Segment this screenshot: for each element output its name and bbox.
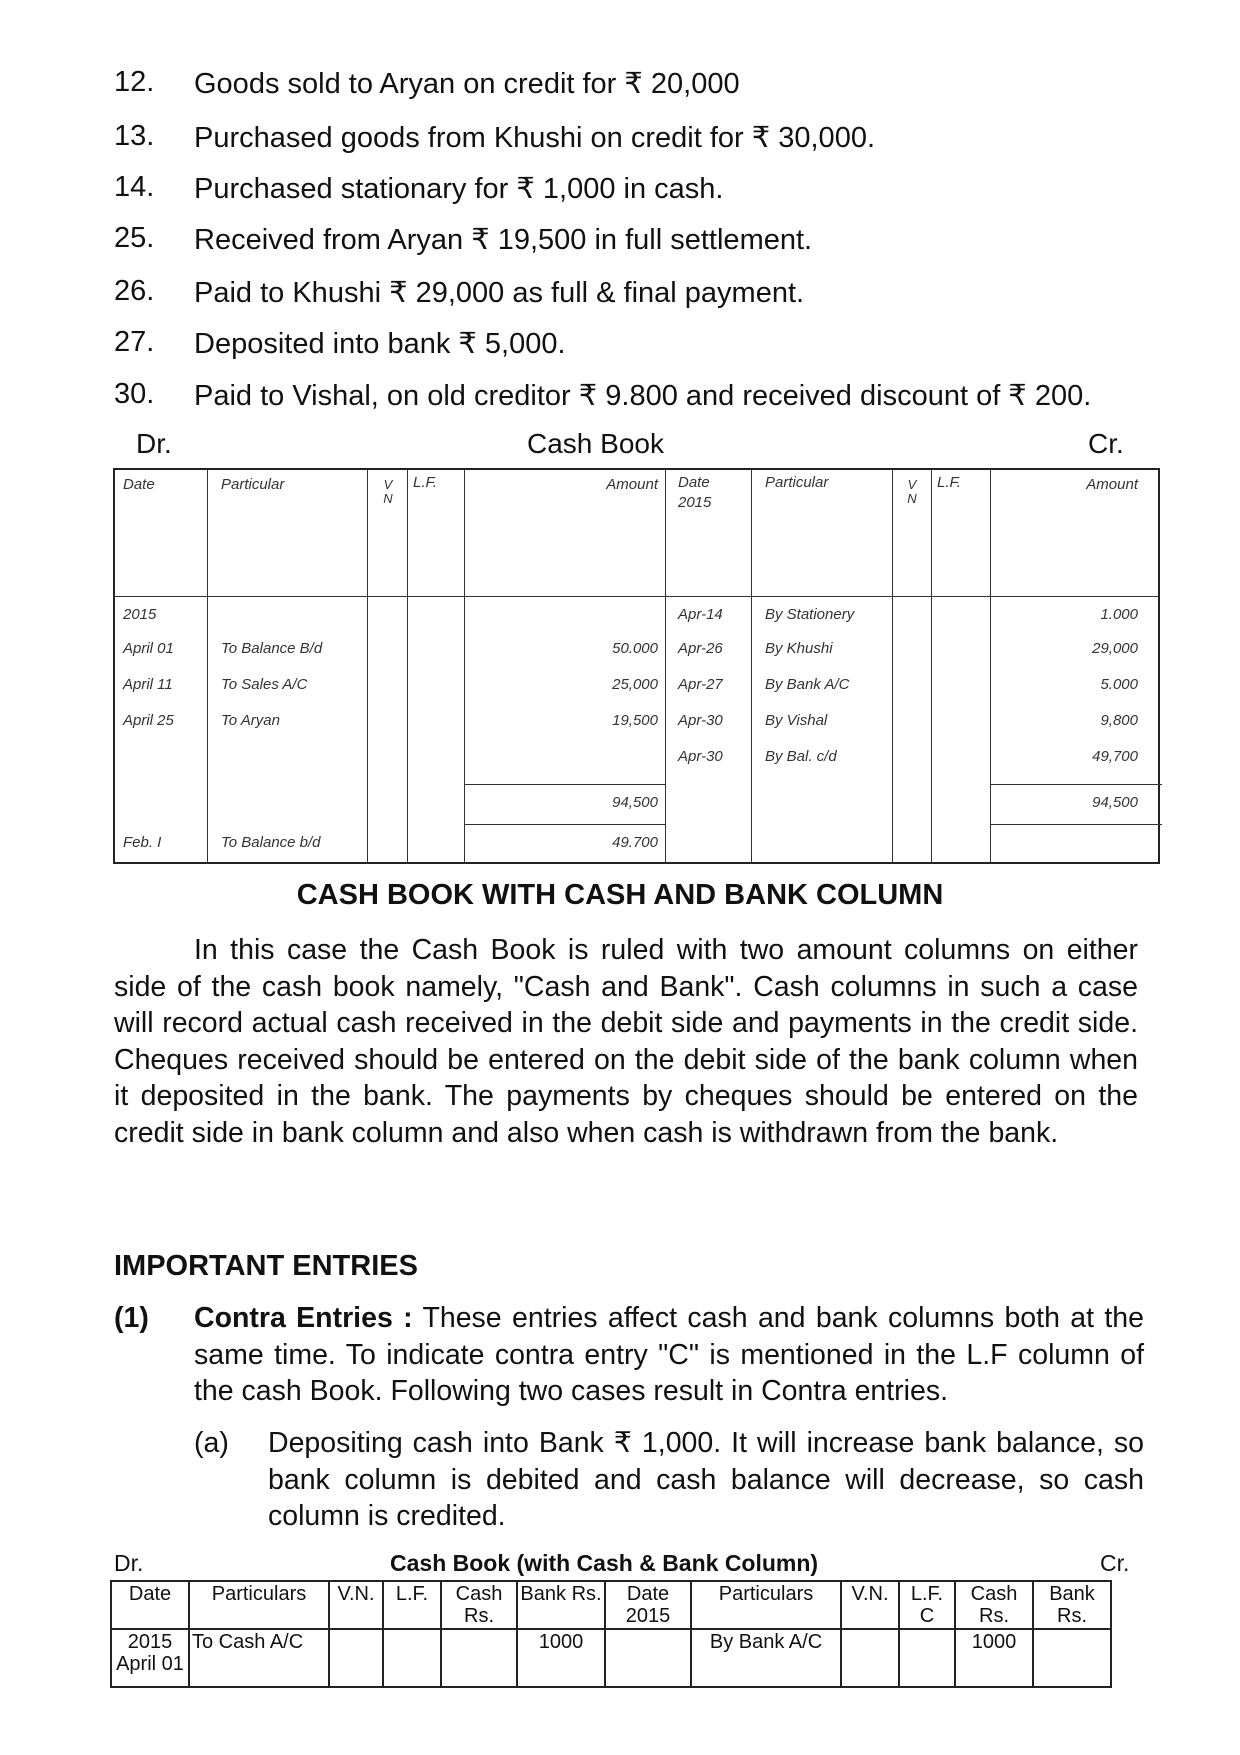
- section-title: CASH BOOK WITH CASH AND BANK COLUMN: [296, 879, 944, 911]
- transaction-item: [114, 275, 804, 310]
- credit-particular: By Bal. c/d: [765, 748, 837, 765]
- debit-particular: To Balance b/d: [221, 834, 321, 851]
- debit-date: 2015: [123, 606, 157, 623]
- header-lf: L.F.: [413, 474, 437, 491]
- col-vn: V.N.: [329, 1581, 383, 1629]
- debit-date: April 25: [123, 712, 174, 729]
- cell-cash: [441, 1629, 517, 1687]
- header-lf-right: L.F.: [937, 474, 961, 491]
- transaction-item: [114, 171, 723, 206]
- transaction-number: 26.: [114, 275, 155, 307]
- transaction-text: Purchased stationary for ₹ 1,000 in cash.: [194, 173, 724, 205]
- transaction-number: 14.: [114, 171, 155, 203]
- transaction-text: Received from Aryan ₹ 19,500 in full settlement.: [194, 224, 813, 256]
- transaction-text: Deposited into bank ₹ 5,000.: [194, 328, 566, 360]
- credit-total: 94,500: [1092, 794, 1138, 811]
- sub-item-text: Depositing cash into Bank ₹ 1,000. It will increase bank balance, so bank column is debited and cash balance will decrease, so cash column is credited.: [268, 1427, 1144, 1532]
- credit-amount: 1.000: [1100, 606, 1138, 623]
- credit-date: Apr-30: [678, 712, 723, 729]
- transaction-number: 13.: [114, 120, 155, 152]
- cr-label: Cr.: [1088, 428, 1124, 459]
- transaction-number: 27.: [114, 326, 155, 358]
- col-lf: L.F.: [383, 1581, 441, 1629]
- credit-amount: 49,700: [1092, 748, 1138, 765]
- cash-bank-table: [110, 1580, 1112, 1688]
- debit-date: April 11: [123, 676, 173, 693]
- cell-lf-right: [899, 1629, 955, 1687]
- item-label: (1): [114, 1302, 149, 1334]
- credit-amount: 5.000: [1100, 676, 1138, 693]
- cell-vn-right: [841, 1629, 899, 1687]
- cell-date-right: [605, 1629, 691, 1687]
- col-date-right: Date 2015: [605, 1581, 691, 1629]
- explanation-paragraph: [114, 932, 1138, 1151]
- cell-particulars-right: By Bank A/C: [691, 1629, 841, 1687]
- header-year-right: 2015: [678, 494, 712, 511]
- header-date-right: Date: [678, 474, 710, 491]
- header-amount: Amount: [606, 476, 658, 493]
- credit-amount: 9,800: [1100, 712, 1138, 729]
- debit-amount: 19,500: [612, 712, 658, 729]
- cell-bank: 1000: [517, 1629, 605, 1687]
- cell-lf: [383, 1629, 441, 1687]
- transaction-number: 30.: [114, 378, 155, 410]
- item-text: These entries affect cash and bank columns both at the same time. To indicate contra entry "C" is mentioned in the L.F column of the cash Book. Following two cases result in Contra entries.: [194, 1302, 1144, 1407]
- credit-particular: By Khushi: [765, 640, 833, 657]
- item-bold-term: Contra Entries :: [194, 1302, 413, 1334]
- paragraph-text: In this case the Cash Book is ruled with two amount columns on either side of the cash book namely, "Cash and Bank". Cash columns in such a case will record actual cash received in the debit side and payments in the credit side. Cheques received should be entered on the debit side of the bank column when it deposited in the bank. The payments by cheques should be entered on the credit side in bank column and also when cash is withdrawn from the bank.: [114, 934, 1138, 1149]
- credit-amount: 29,000: [1092, 640, 1138, 657]
- transaction-text: Paid to Khushi ₹ 29,000 as full & final payment.: [194, 277, 805, 309]
- debit-date: Feb. I: [123, 834, 162, 851]
- transaction-number: 12.: [114, 66, 155, 98]
- table-row: [111, 1629, 1111, 1687]
- credit-particular: By Bank A/C: [765, 676, 850, 693]
- header-date: Date: [123, 476, 155, 493]
- col-bank: Bank Rs.: [517, 1581, 605, 1629]
- transaction-text: Paid to Vishal, on old creditor ₹ 9.800 and received discount of ₹ 200.: [194, 380, 1092, 412]
- credit-date: Apr-26: [678, 640, 723, 657]
- contra-entries-item: [114, 1300, 1144, 1410]
- transaction-number: 25.: [114, 222, 155, 254]
- cash-book-table: [113, 468, 1160, 864]
- col-date: Date: [111, 1581, 189, 1629]
- header-vn-right: V N: [907, 477, 917, 506]
- credit-particular: By Stationery: [765, 606, 855, 623]
- transaction-text: Purchased goods from Khushi on credit for ₹ 30,000.: [194, 122, 876, 154]
- col-cash: Cash Rs.: [441, 1581, 517, 1629]
- transaction-item: [114, 120, 875, 155]
- debit-amount: 25,000: [612, 676, 658, 693]
- cashbook-title: Cash Book: [527, 428, 664, 459]
- header-vn: V N: [383, 477, 393, 506]
- debit-date: April 01: [123, 640, 174, 657]
- debit-particular: To Aryan: [221, 712, 280, 729]
- debit-amount: 49.700: [612, 834, 658, 851]
- transaction-text: Goods sold to Aryan on credit for ₹ 20,000: [194, 68, 740, 100]
- sub-item-label: (a): [194, 1427, 229, 1459]
- col-particulars-right: Particulars: [691, 1581, 841, 1629]
- cell-vn: [329, 1629, 383, 1687]
- credit-date: Apr-27: [678, 676, 723, 693]
- credit-date: Apr-14: [678, 606, 723, 623]
- col-vn-right: V.N.: [841, 1581, 899, 1629]
- table-header-row: [111, 1581, 1111, 1629]
- dr-label: Dr.: [136, 428, 172, 459]
- credit-particular: By Vishal: [765, 712, 828, 729]
- debit-total: 94,500: [612, 794, 658, 811]
- debit-particular: To Balance B/d: [221, 640, 323, 657]
- col-bank-right: Bank Rs.: [1033, 1581, 1111, 1629]
- header-particular-right: Particular: [765, 474, 829, 491]
- transaction-item: [114, 222, 812, 257]
- cashbook2-title: Cash Book (with Cash & Bank Column): [390, 1550, 819, 1576]
- header-amount-right: Amount: [1086, 476, 1138, 493]
- sub-item-a: [194, 1425, 1144, 1535]
- transaction-item: [114, 378, 1091, 413]
- cr-label-2: Cr.: [1100, 1550, 1130, 1576]
- cell-cash-right: 1000: [955, 1629, 1033, 1687]
- cell-particulars: To Cash A/C: [189, 1629, 329, 1687]
- col-cash-right: Cash Rs.: [955, 1581, 1033, 1629]
- debit-amount: 50.000: [612, 640, 658, 657]
- important-heading: IMPORTANT ENTRIES: [114, 1250, 418, 1282]
- cell-bank-right: [1033, 1629, 1111, 1687]
- credit-date: Apr-30: [678, 748, 723, 765]
- cell-date: 2015 April 01: [111, 1629, 189, 1687]
- col-lf-right: L.F. C: [899, 1581, 955, 1629]
- transaction-item: [114, 326, 566, 361]
- dr-label-2: Dr.: [114, 1550, 144, 1576]
- col-particulars: Particulars: [189, 1581, 329, 1629]
- transaction-item: [114, 66, 740, 101]
- header-particular: Particular: [221, 476, 285, 493]
- debit-particular: To Sales A/C: [221, 676, 308, 693]
